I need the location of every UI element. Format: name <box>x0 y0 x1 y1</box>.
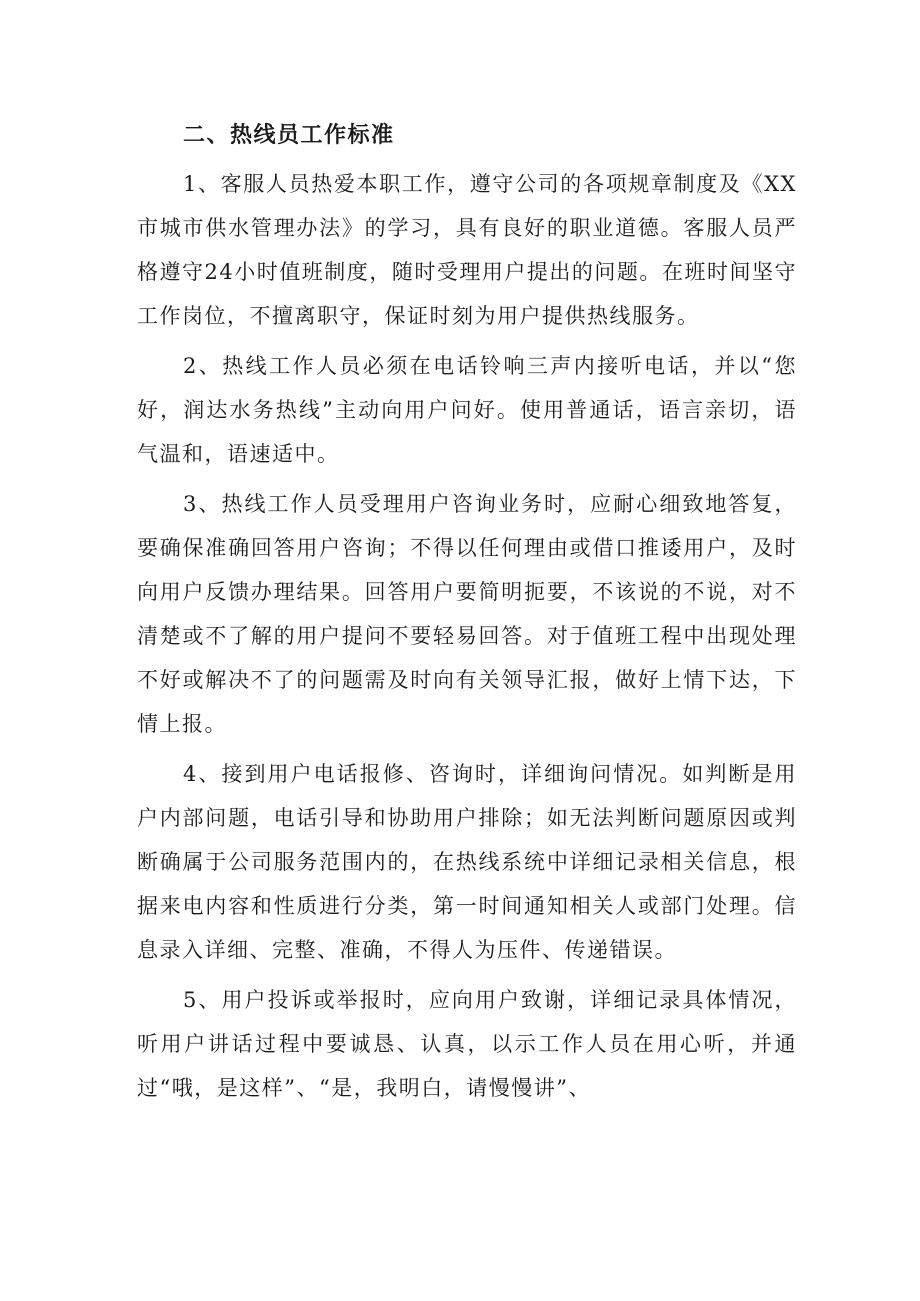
document-body <box>137 114 797 1110</box>
paragraph-5: 5、用户投诉或举报时，应向用户致谢，详细记录具体情况，听用户讲话过程中要诚恳、认真，以示工作人员在用心听，并通过“哦，是这样”、“是，我明白，请慢慢讲”、 <box>137 988 797 1100</box>
paragraph-4: 4、接到用户电话报修、咨询时，详细询问情况。如判断是用户内部问题，电话引导和协助用户排除；如无法判断问题原因或判断确属于公司服务范围内的，在热线系统中详细记录相关信息，根据来电内容和性质进行分类，第一时间通知相关人或部门处理。信息录入详细、完整、准确，不得人为压件、传递错误。 <box>137 762 797 962</box>
paragraph-3: 3、热线工作人员受理用户咨询业务时，应耐心细致地答复，要确保准确回答用户咨询；不得以任何理由或借口推诿用户，及时向用户反馈办理结果。回答用户要简明扼要，不该说的不说，对不清楚或不了解的用户提问不要轻易回答。对于值班工程中出现处理不好或解决不了的问题需及时向有关领导汇报，做好上情下达，下情上报。 <box>137 492 797 736</box>
paragraph-2: 2、热线工作人员必须在电话铃响三声内接听电话，并以“您好，润达水务热线”主动向用户问好。使用普通话，语言亲切，语气温和，语速适中。 <box>137 354 797 466</box>
section-heading: 二、热线员工作标准 <box>183 123 395 148</box>
paragraph-1: 1、客服人员热爱本职工作，遵守公司的各项规章制度及《XX市城市供水管理办法》的学习，具有良好的职业道德。客服人员严格遵守24小时值班制度，随时受理用户提出的问题。在班时间坚守工作岗位，不擅离职守，保证时刻为用户提供热线服务。 <box>137 172 797 328</box>
